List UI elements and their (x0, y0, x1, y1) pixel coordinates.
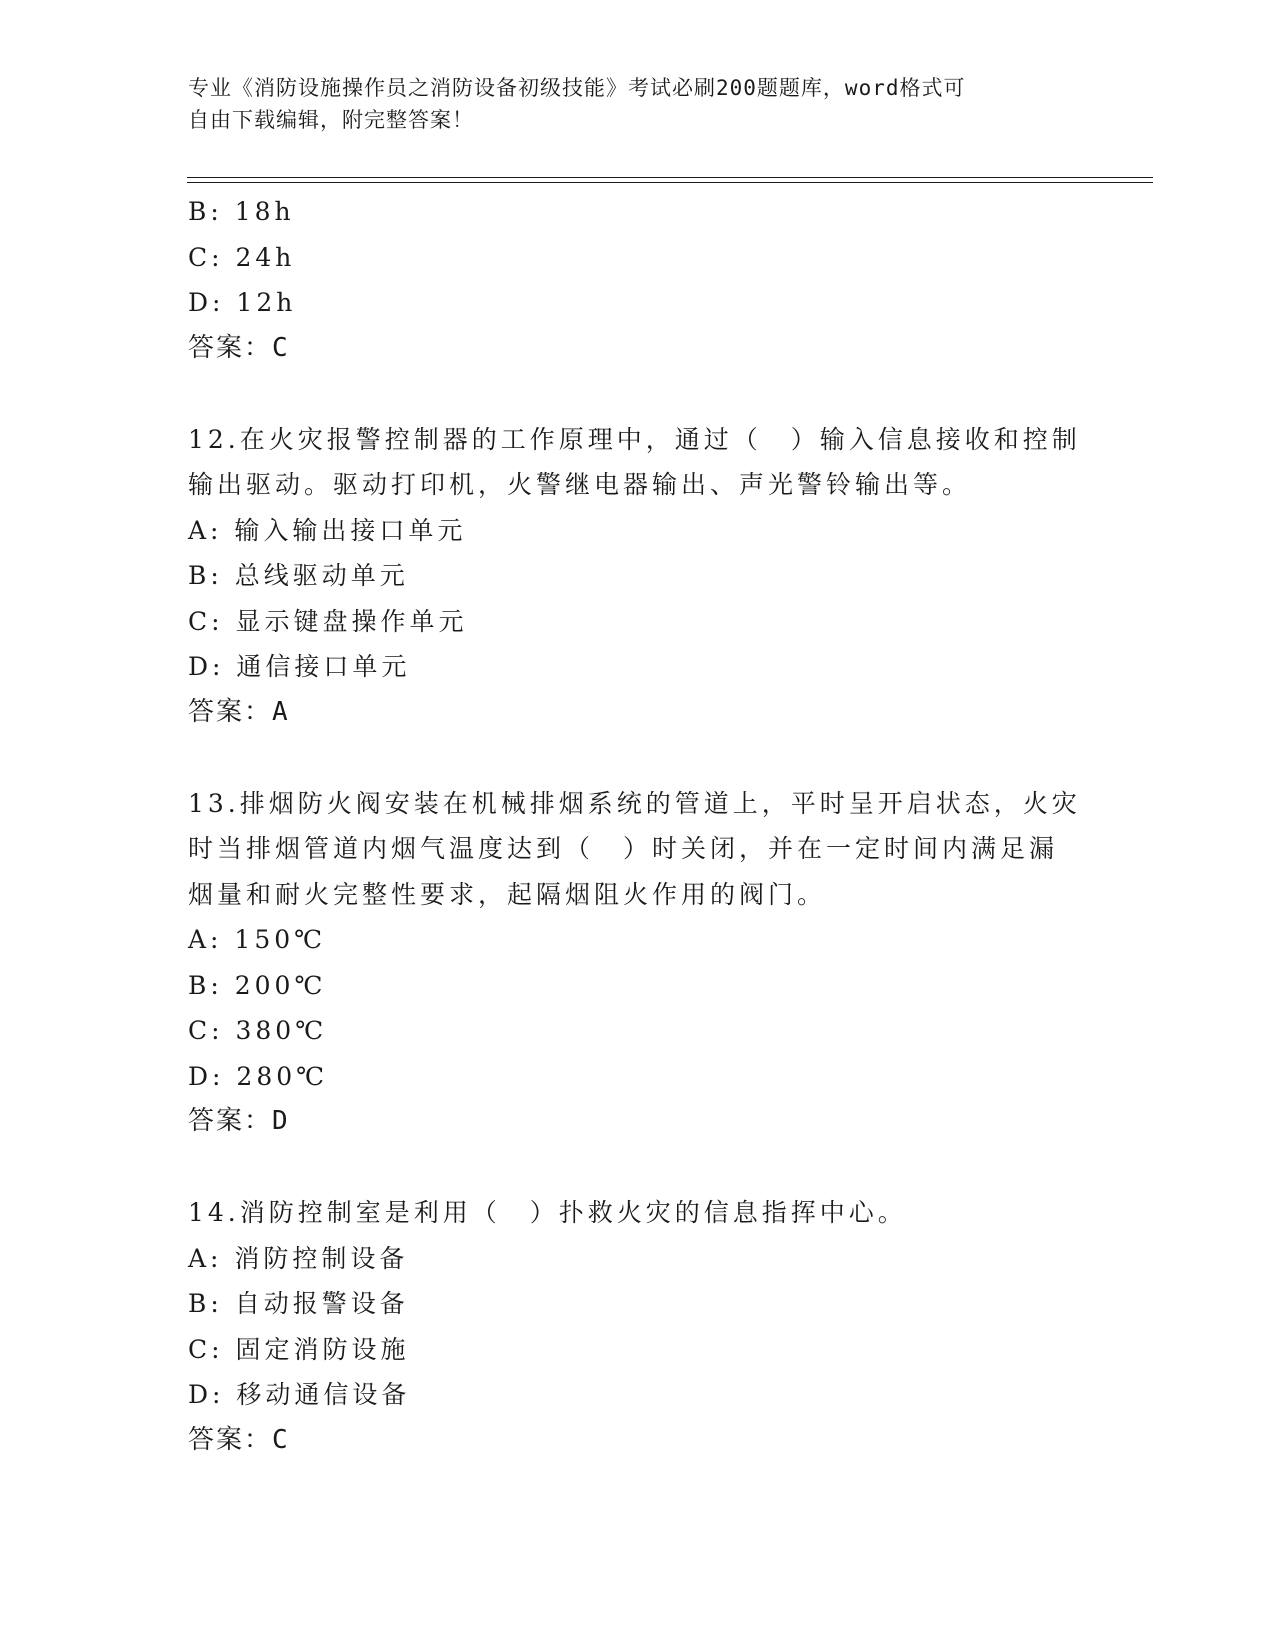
option-c: C: 24h (188, 242, 296, 272)
option-c: C: 固定消防设施 (188, 1334, 410, 1364)
spacer (188, 735, 1088, 781)
answer: 答案：D (188, 1106, 290, 1136)
header-rule-bottom (187, 182, 1153, 183)
option-d: D: 280℃ (188, 1061, 329, 1091)
question-text-line: 烟量和耐火完整性要求，起隔烟阻火作用的阀门。 (188, 879, 827, 909)
question-text-line: 输出驱动。驱动打印机，火警继电器输出、声光警铃输出等。 (188, 470, 972, 499)
spacer (188, 1145, 1088, 1191)
question-text-line: 时当排烟管道内烟气温度达到（ ）时关闭，并在一定时间内满足漏 (188, 834, 1059, 863)
option-d: D: 移动通信设备 (188, 1380, 411, 1409)
header-line-1: 专业《消防设施操作员之消防设备初级技能》考试必刷200题题库，word格式可 (188, 76, 966, 100)
question-12 (188, 417, 1088, 736)
option-a: A: 150℃ (188, 925, 327, 954)
header-line-2: 自由下载编辑，附完整答案！ (188, 108, 474, 132)
option-b: B: 自动报警设备 (188, 1289, 409, 1318)
question-text-line: 13.排烟防火阀安装在机械排烟系统的管道上，平时呈开启状态，火灾 (188, 788, 1081, 818)
option-b: B: 200℃ (188, 970, 327, 1000)
spacer (188, 371, 1088, 417)
question-11-continuation (188, 189, 1088, 371)
option-b: B: 总线驱动单元 (188, 561, 409, 590)
answer: 答案：A (188, 696, 290, 727)
question-13 (188, 781, 1088, 1145)
question-14 (188, 1190, 1088, 1463)
option-a: A: 消防控制设备 (188, 1243, 409, 1273)
option-c: C: 显示键盘操作单元 (188, 606, 468, 636)
document-header (188, 72, 1088, 136)
answer: 答案：C (188, 332, 290, 363)
header-rule-top (187, 177, 1153, 178)
question-text-line: 14.消防控制室是利用（ ）扑救火灾的信息指挥中心。 (188, 1198, 907, 1227)
option-d: D: 通信接口单元 (188, 652, 411, 681)
document-body (188, 189, 1088, 1463)
option-d: D: 12h (188, 288, 297, 317)
option-a: A: 输入输出接口单元 (188, 515, 467, 545)
answer: 答案：C (188, 1424, 290, 1455)
question-text-line: 12.在火灾报警控制器的工作原理中，通过（ ）输入信息接收和控制 (188, 424, 1081, 454)
option-b: B: 18h (188, 197, 295, 226)
option-c: C: 380℃ (188, 1016, 328, 1045)
